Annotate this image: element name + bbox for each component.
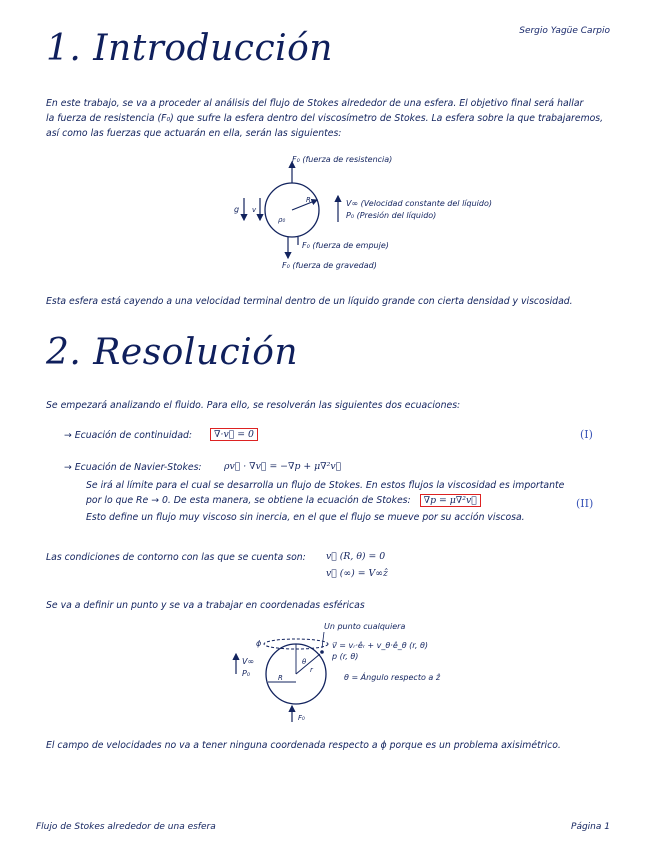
page-number: Página 1: [571, 822, 610, 832]
buoyancy-force-label: F₀ (fuerza de empuje): [302, 241, 389, 250]
p-inf-label: P₀: [242, 669, 251, 678]
sphere-forces-diagram: [220, 150, 540, 275]
boundary-conditions-label: Las condiciones de contorno con las que se cuenta son:: [46, 552, 306, 563]
section1-closing: Esta esfera está cayendo a una velocidad terminal dentro de un líquido grande con cierta densidad y viscosidad.: [46, 296, 573, 307]
theta-label: θ: [302, 658, 307, 666]
text-line: así como las fuerzas que actuarán en ella, serán las siguientes:: [46, 128, 342, 139]
g-label: g: [234, 205, 240, 214]
pressure-field-label: p (r, θ): [332, 652, 359, 661]
v-inf-label: V∞: [242, 657, 255, 666]
section2-intro: Se empezará analizando el fluido. Para ello, se resolverán las siguientes dos ecuaciones:: [46, 400, 461, 411]
footer-title: Flujo de Stokes alrededor de una esfera: [36, 822, 216, 832]
radius-arrow: [292, 200, 317, 210]
section2-closing: El campo de velocidades no va a tener ninguna coordenada respecto a ϕ porque es un problema axisimétrico.: [46, 740, 561, 751]
v-label: v: [252, 206, 257, 214]
r-vector: [296, 654, 320, 674]
r-big-label: R: [278, 674, 283, 682]
spherical-coordinates-diagram: [228, 614, 508, 726]
section1-title: 1. Introducción: [46, 28, 333, 69]
continuity-equation-box: ∇·v⃗ = 0: [210, 428, 258, 441]
radius-label: R: [306, 196, 311, 204]
navier-stokes-label: → Ecuación de Navier-Stokes:: [64, 462, 202, 473]
boundary-condition-1: v⃗ (R, θ) = 0: [326, 551, 386, 562]
boundary-condition-2: v⃗ (∞) = V∞ẑ: [326, 568, 388, 579]
text-line: la fuerza de resistencia (F₀) que sufre la esfera dentro del viscosímetro de Stokes. La esfera sobre la que trabajaremos,: [46, 113, 604, 124]
stokes-text: [86, 478, 586, 525]
stokes-equation-box: ∇p = μ∇²v⃗: [420, 494, 481, 507]
stokes-derivation-text: por lo que Re → 0. De esta manera, se obtiene la ecuación de Stokes:: [86, 495, 411, 506]
point-pointer: [322, 632, 324, 648]
continuity-label: → Ecuación de continuidad:: [64, 430, 193, 441]
continuity-equation: [210, 427, 258, 442]
phi-label: ϕ: [256, 639, 262, 648]
force-label: F₀: [298, 714, 305, 722]
density-label: ρ₀: [278, 216, 286, 224]
velocity-label: V∞ (Velocidad constante del líquido): [346, 199, 492, 208]
text-line: Se irá al límite para el cual se desarrolla un flujo de Stokes. En estos flujos la viscosidad es importante: [86, 480, 565, 491]
author-name: Sergio Yagüe Carpio: [519, 26, 610, 36]
section2-title: 2. Resolución: [46, 332, 299, 373]
drag-force-label: F₀ (fuerza de resistencia): [292, 155, 393, 164]
text-line: [86, 493, 586, 510]
pressure-label: P₀ (Presión del líquido): [346, 211, 437, 220]
velocity-field-label: v⃗ = vᵣ·êᵣ + v_θ·ê_θ (r, θ): [332, 641, 428, 650]
equation-number-1: (I): [580, 428, 593, 441]
navier-stokes-equation: ρv⃗ · ∇v⃗ = −∇p + μ∇²v⃗: [224, 461, 342, 472]
section1-paragraph: [46, 96, 606, 141]
coordinates-intro: Se va a definir un punto y se va a trabajar en coordenadas esféricas: [46, 600, 365, 611]
point-marker: [320, 650, 324, 654]
text-line: Esto define un flujo muy viscoso sin inercia, en el que el flujo se mueve por su acción viscosa.: [86, 512, 525, 523]
point-label: Un punto cualquiera: [324, 622, 406, 631]
gravity-force-label: F₀ (fuerza de gravedad): [282, 261, 377, 270]
theta-definition: θ = Ángulo respecto a ẑ: [344, 673, 441, 682]
r-small-label: r: [310, 666, 313, 674]
text-line: En este trabajo, se va a proceder al análisis del flujo de Stokes alrededor de una esfera. El objetivo final será hallar: [46, 98, 584, 109]
equation-number-2: (II): [576, 497, 594, 510]
